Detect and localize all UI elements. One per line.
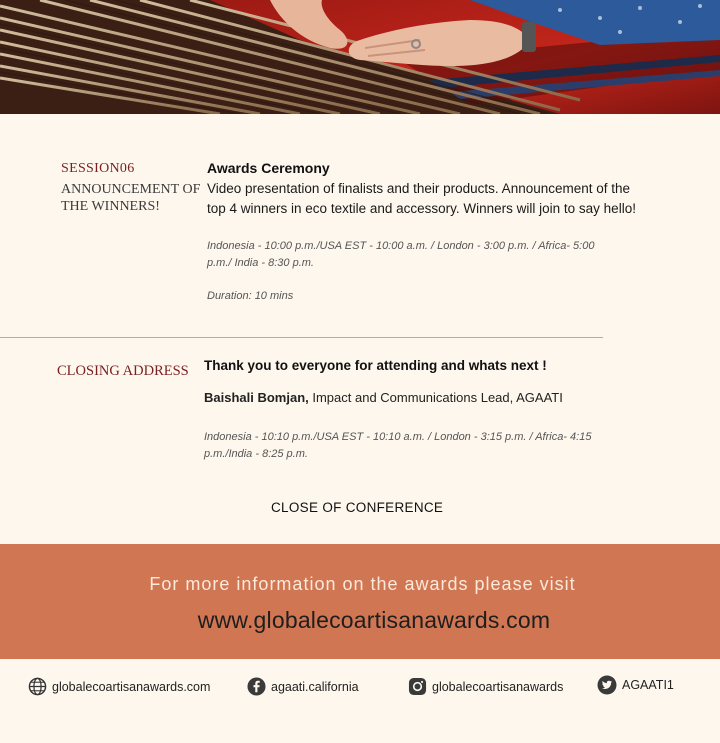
facebook-icon — [247, 677, 266, 696]
closing-speaker — [204, 390, 563, 405]
social-footer — [0, 659, 720, 743]
closing-times: Indonesia - 10:10 p.m./USA EST - 10:10 a.m. / London - 3:15 p.m. / Africa- 4:15 p.m./India - 8:25 p.m. — [204, 431, 592, 460]
speaker-name: Baishali Bomjan, — [204, 390, 309, 405]
twitter-link[interactable] — [597, 675, 674, 695]
closing-address-label: CLOSING ADDRESS — [57, 363, 189, 379]
twitter-icon — [597, 675, 617, 695]
facebook-link[interactable] — [247, 677, 359, 696]
session-title: Awards Ceremony — [207, 160, 330, 176]
hero-weaving-image — [0, 0, 720, 114]
session-subtitle: ANNOUNCEMENT OF THE WINNERS! — [61, 182, 201, 214]
loom-illustration — [0, 0, 720, 114]
session-duration: Duration: 10 mins — [207, 290, 294, 302]
instagram-link[interactable] — [408, 677, 563, 696]
banner-url-link[interactable]: www.globalecoartisanawards.com — [197, 607, 551, 633]
info-banner — [0, 544, 720, 659]
globe-icon — [28, 677, 47, 696]
website-link[interactable] — [28, 677, 210, 696]
banner-text: For more information on the awards please visit — [149, 574, 576, 594]
session-number: SESSION06 — [61, 161, 135, 176]
speaker-role: Impact and Communications Lead, AGAATI — [308, 390, 563, 405]
schedule-section — [0, 114, 720, 544]
facebook-label: agaati.california — [271, 679, 359, 694]
website-label: globalecoartisanawards.com — [52, 679, 211, 694]
instagram-icon — [408, 677, 427, 696]
instagram-label: globalecoartisanawards — [432, 679, 564, 694]
closing-title: Thank you to everyone for attending and whats next ! — [204, 358, 547, 373]
session-times: Indonesia - 10:00 p.m./USA EST - 10:00 a.m. / London - 3:00 p.m. / Africa- 5:00 p.m./ India - 8:30 p.m. — [207, 240, 595, 269]
close-of-conference: CLOSE OF CONFERENCE — [271, 500, 444, 515]
section-divider — [0, 337, 603, 338]
session-description: Video presentation of finalists and their products. Announcement of the top 4 winners in eco textile and accessory. Winners will join to say hello! — [207, 181, 636, 216]
twitter-label: AGAATI1 — [622, 678, 674, 692]
